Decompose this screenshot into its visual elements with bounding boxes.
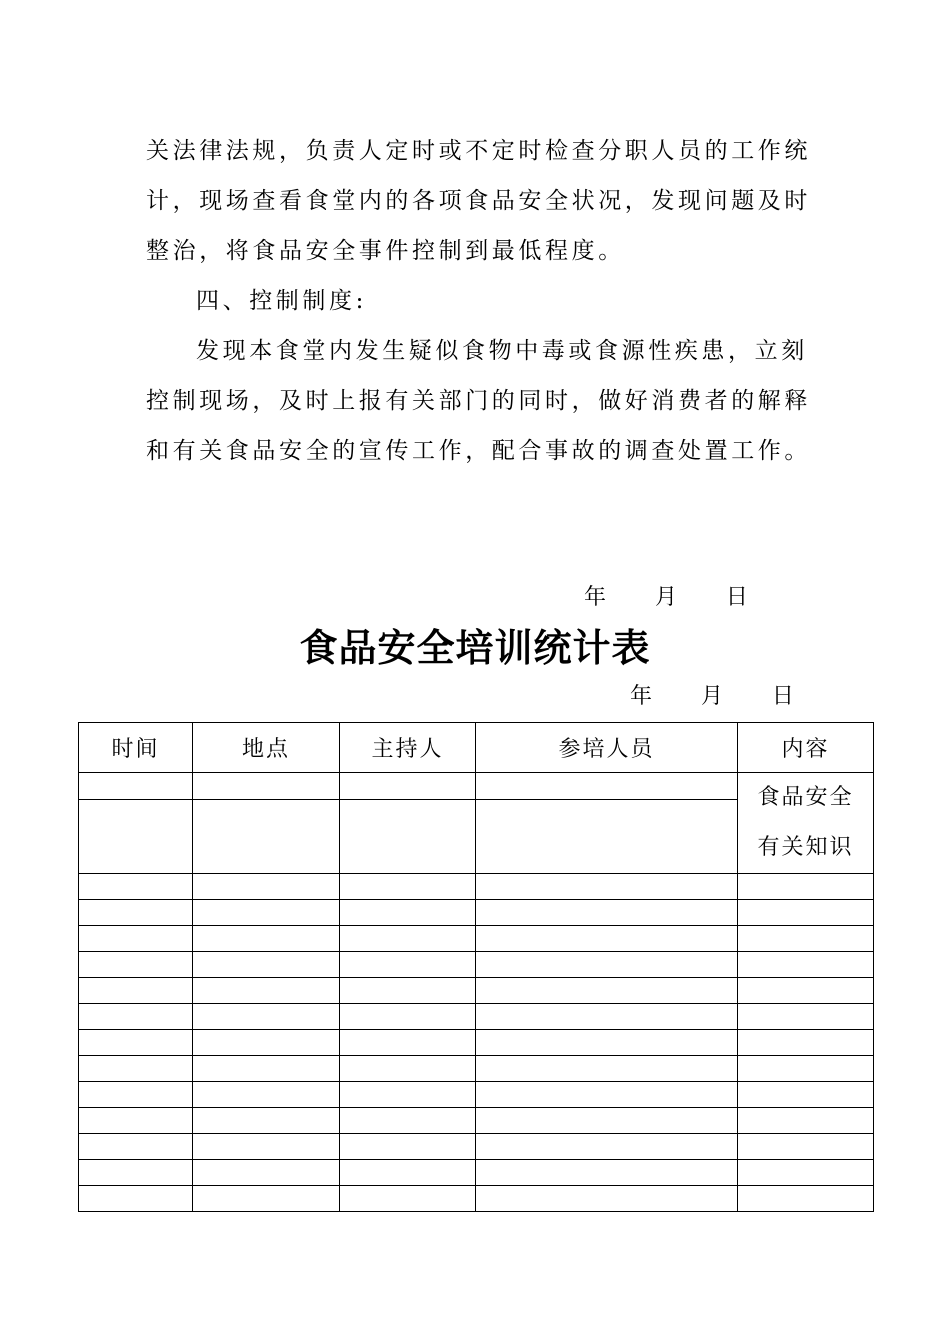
- table-cell[interactable]: [340, 874, 476, 900]
- table-cell[interactable]: [193, 799, 340, 873]
- table-row: [79, 1082, 874, 1108]
- paragraph-line: 控制现场，及时上报有关部门的同时，做好消费者的解释: [146, 388, 811, 414]
- table-cell[interactable]: [340, 773, 476, 800]
- table-row: [79, 900, 874, 926]
- header-time: 时间: [79, 723, 193, 773]
- table-cell[interactable]: [476, 874, 738, 900]
- table-cell[interactable]: [193, 1186, 340, 1212]
- table-cell[interactable]: [738, 874, 874, 900]
- table-cell[interactable]: [193, 773, 340, 800]
- table-row: [79, 978, 874, 1004]
- table-cell[interactable]: [340, 799, 476, 873]
- table-cell[interactable]: [738, 952, 874, 978]
- table-cell[interactable]: [79, 1004, 193, 1030]
- table-cell[interactable]: [193, 1056, 340, 1082]
- table-cell[interactable]: [738, 1134, 874, 1160]
- table-cell[interactable]: [476, 952, 738, 978]
- table-row: [79, 1160, 874, 1186]
- table-date-line: 年 月 日: [630, 684, 794, 709]
- table-cell[interactable]: [340, 926, 476, 952]
- table-cell[interactable]: [79, 799, 193, 873]
- table-cell[interactable]: [476, 978, 738, 1004]
- header-location: 地点: [193, 723, 340, 773]
- table-cell[interactable]: [193, 1160, 340, 1186]
- table-cell[interactable]: [79, 952, 193, 978]
- table-cell[interactable]: [79, 1160, 193, 1186]
- table-cell[interactable]: [738, 1186, 874, 1212]
- table-cell[interactable]: [79, 874, 193, 900]
- table-cell[interactable]: [476, 1082, 738, 1108]
- table-cell[interactable]: [340, 1186, 476, 1212]
- header-participants: 参培人员: [476, 723, 738, 773]
- paragraph-line: 关法律法规，负责人定时或不定时检查分职人员的工作统: [146, 138, 811, 164]
- table-cell[interactable]: [193, 900, 340, 926]
- table-cell[interactable]: [193, 874, 340, 900]
- table-cell[interactable]: [79, 900, 193, 926]
- table-cell[interactable]: [340, 1004, 476, 1030]
- table-cell[interactable]: [193, 1134, 340, 1160]
- table-cell[interactable]: [738, 1160, 874, 1186]
- paragraph-line: 发现本食堂内发生疑似食物中毒或食源性疾患，立刻: [196, 338, 808, 364]
- table-row: [79, 1030, 874, 1056]
- header-content: 内容: [738, 723, 874, 773]
- table-row: [79, 874, 874, 900]
- table-cell[interactable]: [340, 1056, 476, 1082]
- table-cell[interactable]: [193, 978, 340, 1004]
- table-cell[interactable]: [476, 1056, 738, 1082]
- table-cell[interactable]: [340, 900, 476, 926]
- table-cell[interactable]: [79, 1056, 193, 1082]
- content-cell: [738, 773, 874, 874]
- table-cell[interactable]: [340, 978, 476, 1004]
- table-cell[interactable]: [340, 1160, 476, 1186]
- training-statistics-table: [78, 722, 874, 1212]
- table-cell[interactable]: [738, 1004, 874, 1030]
- table-cell[interactable]: [476, 926, 738, 952]
- table-row: [79, 1056, 874, 1082]
- header-host: 主持人: [340, 723, 476, 773]
- table-cell[interactable]: [79, 773, 193, 800]
- table-cell[interactable]: [476, 1030, 738, 1056]
- table-row: [79, 1004, 874, 1030]
- table-cell[interactable]: [476, 1160, 738, 1186]
- table-cell[interactable]: [476, 1004, 738, 1030]
- table-cell[interactable]: [340, 952, 476, 978]
- table-row: [79, 1108, 874, 1134]
- table-cell[interactable]: [193, 952, 340, 978]
- table-cell[interactable]: [340, 1108, 476, 1134]
- table-cell[interactable]: [476, 799, 738, 873]
- table-cell[interactable]: [738, 978, 874, 1004]
- content-text: 食品安全: [757, 785, 854, 810]
- table-cell[interactable]: [476, 1134, 738, 1160]
- table-cell[interactable]: [476, 900, 738, 926]
- date-line: 年 月 日: [584, 585, 748, 610]
- table-cell[interactable]: [738, 1056, 874, 1082]
- table-cell[interactable]: [193, 1108, 340, 1134]
- table-cell[interactable]: [79, 926, 193, 952]
- table-cell[interactable]: [476, 1108, 738, 1134]
- content-text: 有关知识: [757, 835, 854, 860]
- table-cell[interactable]: [476, 1186, 738, 1212]
- table-cell[interactable]: [738, 1108, 874, 1134]
- table-cell[interactable]: [79, 1030, 193, 1056]
- table-cell[interactable]: [193, 1030, 340, 1056]
- table-cell[interactable]: [340, 1082, 476, 1108]
- table-cell[interactable]: [738, 900, 874, 926]
- document-title: 食品安全培训统计表: [299, 626, 651, 670]
- table-cell[interactable]: [79, 1108, 193, 1134]
- table-row: [79, 952, 874, 978]
- table-cell[interactable]: [193, 1004, 340, 1030]
- table-cell[interactable]: [193, 926, 340, 952]
- table-cell[interactable]: [193, 1082, 340, 1108]
- table-cell[interactable]: [738, 1082, 874, 1108]
- table-cell[interactable]: [738, 926, 874, 952]
- table-row: [79, 926, 874, 952]
- table-cell[interactable]: [340, 1030, 476, 1056]
- table-cell[interactable]: [79, 1082, 193, 1108]
- table-cell[interactable]: [79, 1186, 193, 1212]
- table-row: [79, 773, 874, 800]
- table-row: [79, 1134, 874, 1160]
- table-cell[interactable]: [476, 773, 738, 800]
- table-cell[interactable]: [340, 1134, 476, 1160]
- section-heading: 四、控制制度:: [196, 288, 367, 314]
- paragraph-line: 计，现场查看食堂内的各项食品安全状况，发现问题及时: [146, 188, 811, 214]
- table-cell[interactable]: [79, 1134, 193, 1160]
- table-row: [79, 1186, 874, 1212]
- table-cell[interactable]: [79, 978, 193, 1004]
- paragraph-line: 和有关食品安全的宣传工作，配合事故的调查处置工作。: [146, 438, 811, 464]
- table-cell[interactable]: [738, 1030, 874, 1056]
- paragraph-line: 整治，将食品安全事件控制到最低程度。: [146, 238, 625, 264]
